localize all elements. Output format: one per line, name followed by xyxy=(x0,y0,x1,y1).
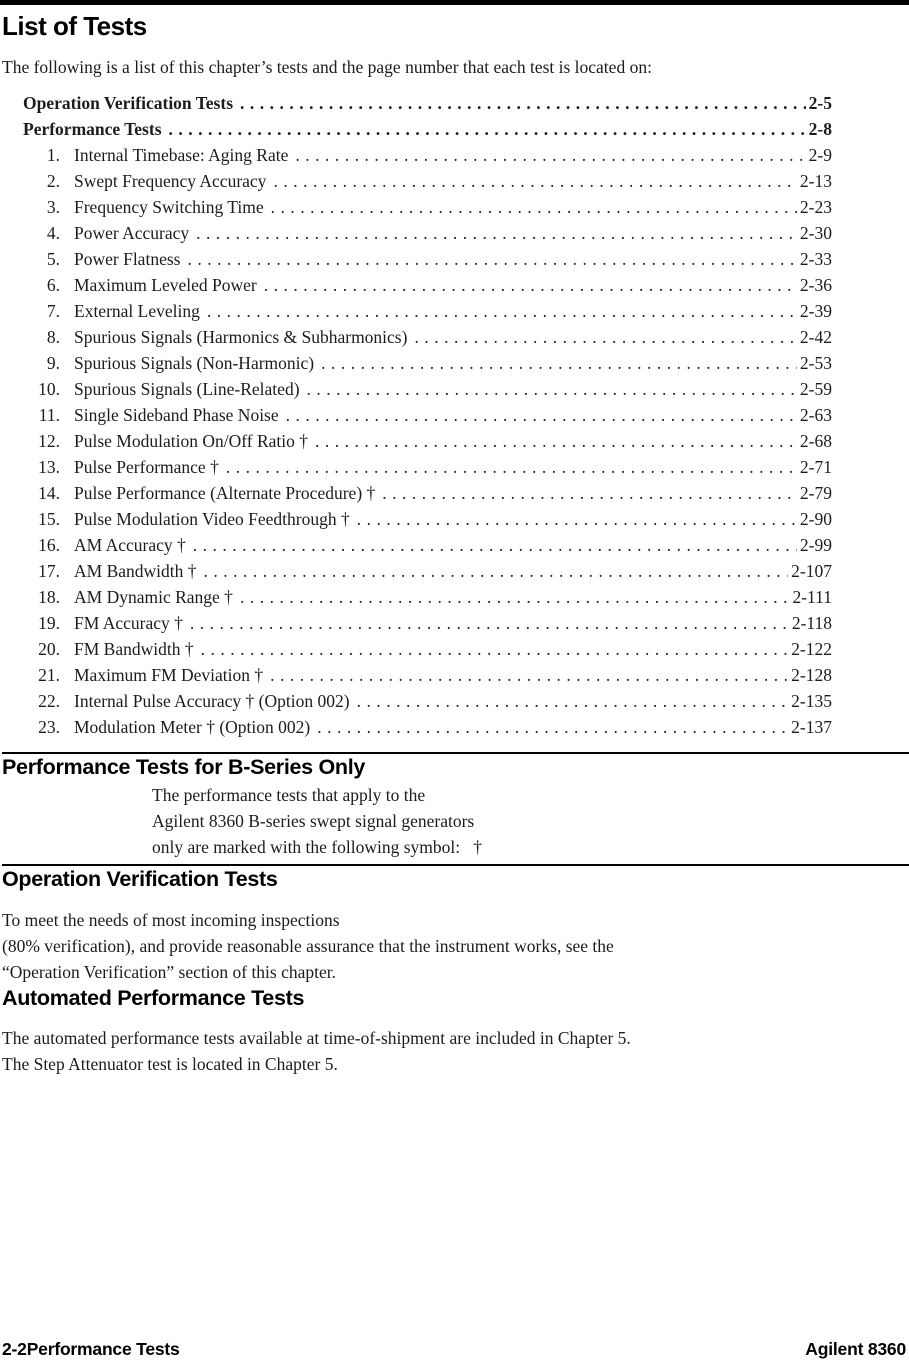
toc-page-number: 2-63 xyxy=(799,405,832,425)
toc-item-number: 16. xyxy=(38,535,60,555)
toc-item-label: Pulse Performance † xyxy=(74,457,219,477)
dotted-leader xyxy=(201,639,789,660)
toc-page-number: 2-71 xyxy=(799,457,832,477)
toc-item-label: Swept Frequency Accuracy xyxy=(74,171,267,191)
toc-page-number: 2-135 xyxy=(791,691,832,711)
toc-page-number: 2-33 xyxy=(799,249,832,269)
toc-item-row xyxy=(2,665,832,691)
toc-item-number: 8. xyxy=(46,327,60,347)
footer-page-number: 2-2 xyxy=(2,1339,27,1359)
toc-item-row xyxy=(2,301,832,327)
toc-item-number: 21. xyxy=(38,665,60,685)
toc-item-number: 1. xyxy=(46,145,60,165)
toc-page-number: 2-8 xyxy=(808,119,832,139)
toc-page-number: 2-36 xyxy=(799,275,832,295)
table-of-contents xyxy=(2,93,909,743)
paragraph-line: The automated performance tests available at time-of-shipment are included in Chapter 5. xyxy=(2,1028,631,1048)
dotted-leader xyxy=(321,353,797,374)
auto-heading: Automated Performance Tests xyxy=(2,986,305,1010)
toc-item-number: 13. xyxy=(38,457,60,477)
toc-item-number: 20. xyxy=(38,639,60,659)
toc-page-number: 2-5 xyxy=(808,93,832,113)
toc-item-row xyxy=(2,613,832,639)
toc-page-number: 2-23 xyxy=(799,197,832,217)
toc-item-number: 4. xyxy=(46,223,60,243)
toc-item-label: FM Accuracy † xyxy=(74,613,183,633)
toc-item-label: Maximum Leveled Power xyxy=(74,275,257,295)
toc-item-number: 5. xyxy=(46,249,60,269)
toc-item-label: Maximum FM Deviation † xyxy=(74,665,264,685)
page-title: List of Tests xyxy=(2,11,147,41)
toc-page-number: 2-90 xyxy=(799,509,832,529)
toc-item-number: 9. xyxy=(46,353,60,373)
toc-item-label: Internal Timebase: Aging Rate xyxy=(74,145,289,165)
toc-item-label: Pulse Performance (Alternate Procedure) † xyxy=(74,483,376,503)
dotted-leader xyxy=(307,379,797,400)
auto-paragraph xyxy=(2,1025,905,1077)
toc-item-label: External Leveling xyxy=(74,301,200,321)
paragraph-line: “Operation Verification” section of this chapter. xyxy=(2,962,337,982)
toc-section-row xyxy=(2,119,832,145)
toc-item-number: 22. xyxy=(38,691,60,711)
top-rule xyxy=(0,0,909,5)
toc-item-number: 14. xyxy=(38,483,60,503)
dotted-leader xyxy=(273,171,796,192)
toc-item-number: 6. xyxy=(46,275,60,295)
opver-paragraph xyxy=(2,907,905,985)
toc-item-label: AM Accuracy † xyxy=(74,535,186,555)
note-line: Agilent 8360 B-series swept signal generators xyxy=(152,811,475,831)
toc-item-label: FM Bandwidth † xyxy=(74,639,194,659)
dotted-leader xyxy=(286,405,797,426)
toc-page-number: 2-122 xyxy=(791,639,832,659)
toc-item-number: 3. xyxy=(46,197,60,217)
toc-item-row xyxy=(2,249,832,275)
paragraph-line: (80% verification), and provide reasonable assurance that the instrument works, see the xyxy=(2,936,614,956)
toc-item-label: Power Flatness xyxy=(74,249,181,269)
dotted-leader xyxy=(193,535,797,556)
dotted-leader xyxy=(207,301,797,322)
note-line: The performance tests that apply to the xyxy=(152,785,426,805)
toc-section-label: Operation Verification Tests xyxy=(23,93,234,113)
toc-item-row xyxy=(2,327,832,353)
intro-text: The following is a list of this chapter’s tests and the page number that each test is located on: xyxy=(2,57,652,77)
toc-item-label: Frequency Switching Time xyxy=(74,197,264,217)
toc-item-label: Power Accuracy xyxy=(74,223,190,243)
footer-product-label: Agilent 8360 xyxy=(805,1339,906,1359)
dotted-leader xyxy=(169,119,806,140)
toc-item-row xyxy=(2,197,832,223)
toc-item-row xyxy=(2,353,832,379)
toc-item-label: Pulse Modulation On/Off Ratio † xyxy=(74,431,308,451)
toc-item-number: 23. xyxy=(38,717,60,737)
dotted-leader xyxy=(414,327,796,348)
toc-item-label: Internal Pulse Accuracy † (Option 002) xyxy=(74,691,350,711)
toc-section-row xyxy=(2,93,832,119)
footer-left xyxy=(2,1339,180,1360)
toc-page-number: 2-111 xyxy=(792,587,832,607)
dotted-leader xyxy=(271,197,797,218)
dotted-leader xyxy=(196,223,797,244)
toc-item-number: 11. xyxy=(38,405,60,425)
toc-page-number: 2-137 xyxy=(791,717,832,737)
toc-item-row xyxy=(2,379,832,405)
toc-items xyxy=(2,145,832,743)
toc-page-number: 2-30 xyxy=(799,223,832,243)
bseries-note xyxy=(152,782,909,860)
dotted-leader xyxy=(264,275,797,296)
toc-item-number: 19. xyxy=(38,613,60,633)
toc-item-row xyxy=(2,431,832,457)
page-footer xyxy=(2,1339,906,1360)
toc-item-label: Modulation Meter † (Option 002) xyxy=(74,717,311,737)
toc-item-row xyxy=(2,145,832,171)
paragraph-line: To meet the needs of most incoming inspections xyxy=(2,910,340,930)
toc-item-label: Spurious Signals (Line-Related) xyxy=(74,379,300,399)
toc-item-row xyxy=(2,275,832,301)
toc-item-number: 10. xyxy=(38,379,60,399)
toc-page-number: 2-99 xyxy=(799,535,832,555)
toc-item-row xyxy=(2,561,832,587)
toc-item-number: 17. xyxy=(38,561,60,581)
toc-item-row xyxy=(2,691,832,717)
dotted-leader xyxy=(382,483,797,504)
dotted-leader xyxy=(187,249,796,270)
toc-page-number: 2-128 xyxy=(791,665,832,685)
toc-item-row xyxy=(2,535,832,561)
dotted-leader xyxy=(190,613,789,634)
toc-item-row xyxy=(2,223,832,249)
toc-item-row xyxy=(2,509,832,535)
toc-item-row xyxy=(2,457,832,483)
toc-item-label: AM Dynamic Range † xyxy=(74,587,233,607)
toc-page-number: 2-13 xyxy=(799,171,832,191)
toc-item-row xyxy=(2,717,832,743)
paragraph-line: The Step Attenuator test is located in Chapter 5. xyxy=(2,1054,338,1074)
dotted-leader xyxy=(240,93,806,114)
toc-item-label: AM Bandwidth † xyxy=(74,561,197,581)
dotted-leader xyxy=(204,561,789,582)
toc-sections xyxy=(2,93,832,145)
toc-item-number: 7. xyxy=(46,301,60,321)
toc-section-label: Performance Tests xyxy=(23,119,162,139)
dotted-leader xyxy=(240,587,790,608)
toc-item-number: 12. xyxy=(38,431,60,451)
toc-page-number: 2-118 xyxy=(791,613,832,633)
toc-page-number: 2-79 xyxy=(799,483,832,503)
bseries-heading: Performance Tests for B-Series Only xyxy=(2,755,366,779)
opver-heading: Operation Verification Tests xyxy=(2,867,278,891)
toc-page-number: 2-42 xyxy=(799,327,832,347)
toc-item-label: Single Sideband Phase Noise xyxy=(74,405,279,425)
toc-page-number: 2-59 xyxy=(799,379,832,399)
dotted-leader xyxy=(357,691,789,712)
toc-item-number: 18. xyxy=(38,587,60,607)
toc-page-number: 2-68 xyxy=(799,431,832,451)
footer-section-label: Performance Tests xyxy=(26,1339,180,1359)
toc-item-row xyxy=(2,587,832,613)
toc-item-row xyxy=(2,405,832,431)
toc-item-row xyxy=(2,171,832,197)
toc-item-label: Spurious Signals (Harmonics & Subharmonics) xyxy=(74,327,408,347)
dotted-leader xyxy=(226,457,797,478)
note-line: only are marked with the following symbol: † xyxy=(152,837,483,857)
toc-item-label: Pulse Modulation Video Feedthrough † xyxy=(74,509,350,529)
toc-item-number: 15. xyxy=(38,509,60,529)
toc-item-number: 2. xyxy=(46,171,60,191)
toc-item-row xyxy=(2,483,832,509)
toc-page-number: 2-107 xyxy=(791,561,832,581)
dotted-leader xyxy=(357,509,797,530)
dotted-leader xyxy=(295,145,805,166)
dotted-leader xyxy=(270,665,788,686)
dotted-leader xyxy=(315,431,797,452)
toc-item-row xyxy=(2,639,832,665)
toc-item-label: Spurious Signals (Non-Harmonic) xyxy=(74,353,315,373)
toc-page-number: 2-39 xyxy=(799,301,832,321)
toc-page-number: 2-9 xyxy=(808,145,832,165)
toc-page-number: 2-53 xyxy=(799,353,832,373)
dotted-leader xyxy=(317,717,788,738)
